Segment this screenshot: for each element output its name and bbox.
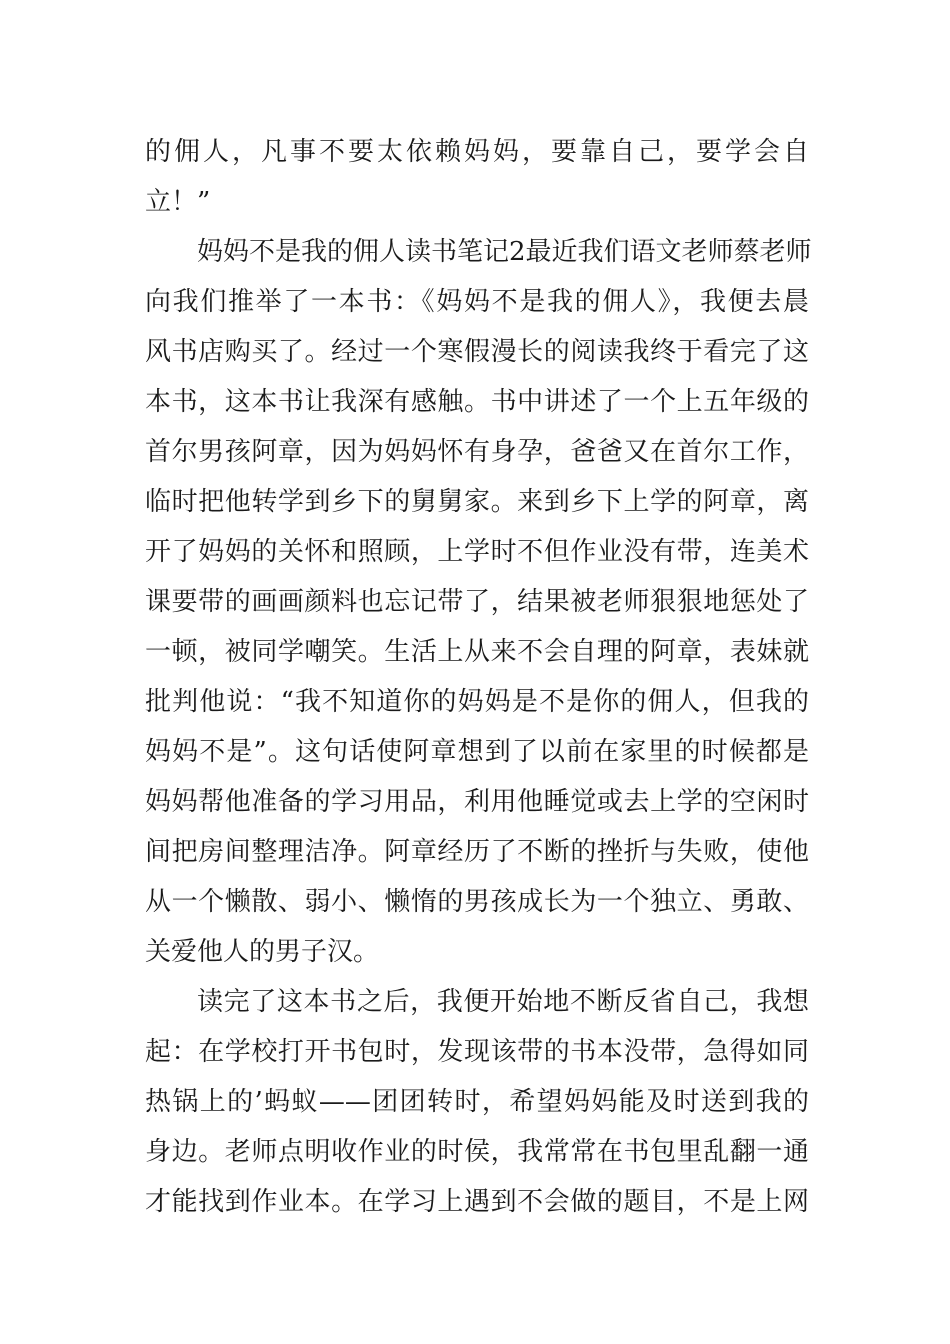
paragraph-reflection [145,977,809,1227]
text-line: 妈妈帮他准备的学习用品，利用他睡觉或去上学的空闲时 [145,787,809,817]
text-line: 风书店购买了。经过一个寒假漫长的阅读我终于看完了这 [145,337,809,367]
text-line: 临时把他转学到乡下的舅舅家。来到乡下上学的阿章，离 [145,487,809,517]
text-line: 热锅上的’蚂蚁——团团转时，希望妈妈能及时送到我的 [145,1087,809,1117]
text-line: 从一个懒散、弱小、懒惰的男孩成长为一个独立、勇敢、 [145,887,809,917]
text-line: 妈妈不是”。这句话使阿章想到了以前在家里的时候都是 [145,737,809,767]
document-body [145,127,812,1227]
text-line: 本书，这本书让我深有感触。书中讲述了一个上五年级的 [145,387,809,417]
text-line: 妈妈不是我的佣人读书笔记2最近我们语文老师蔡老师 [197,237,812,267]
text-line: 读完了这本书之后，我便开始地不断反省自己，我想 [197,987,809,1017]
paragraph-continuation [145,127,809,227]
text-line: 身边。老师点明收作业的时侯，我常常在书包里乱翻一通 [145,1137,809,1167]
text-line: 的佣人，凡事不要太依赖妈妈，要靠自己，要学会自 [145,137,809,167]
text-line: 开了妈妈的关怀和照顾，上学时不但作业没有带，连美术 [145,537,809,567]
text-line: 立！” [145,187,211,217]
text-line: 一顿，被同学嘲笑。生活上从来不会自理的阿章，表妹就 [145,637,809,667]
text-line: 批判他说：“我不知道你的妈妈是不是你的佣人，但我的 [145,687,809,717]
text-line: 起：在学校打开书包时，发现该带的书本没带，急得如同 [145,1037,809,1067]
text-line: 课要带的画画颜料也忘记带了，结果被老师狠狠地惩处了 [145,587,809,617]
text-line: 才能找到作业本。在学习上遇到不会做的题目，不是上网 [145,1187,809,1217]
text-line: 关爱他人的男子汉。 [145,937,380,967]
text-line: 向我们推举了一本书：《妈妈不是我的佣人》，我便去晨 [145,287,809,317]
text-line: 间把房间整理洁净。阿章经历了不断的挫折与失败，使他 [145,837,809,867]
paragraph-book-summary [145,227,812,977]
text-line: 首尔男孩阿章，因为妈妈怀有身孕，爸爸又在首尔工作， [145,437,809,467]
